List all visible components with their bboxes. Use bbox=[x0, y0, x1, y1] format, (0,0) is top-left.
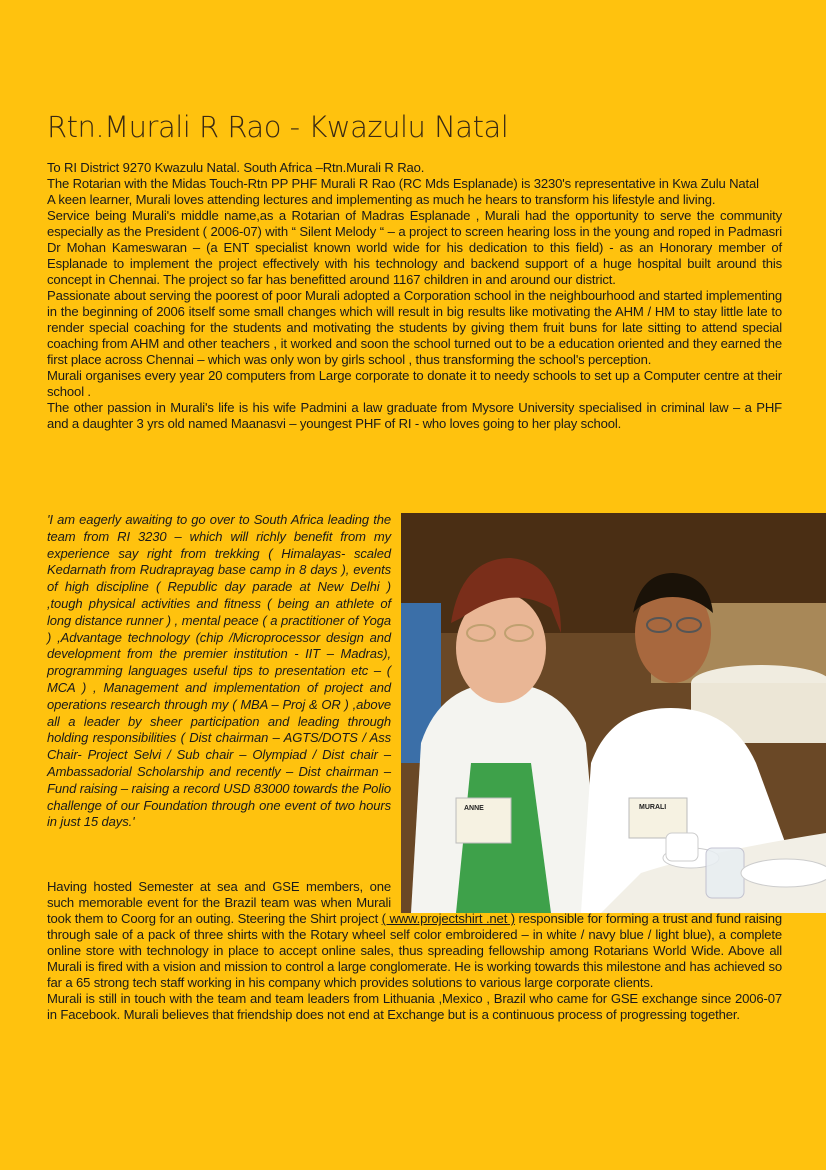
intro-paragraph: The other passion in Murali's life is his wife Padmini a law graduate from Mysore University specialised in criminal law – a PHF and a daughter 3 yrs old named Maanasvi – youngest PHF of RI - who loves going to her play school. bbox=[47, 400, 782, 431]
outro-paragraph bbox=[47, 879, 782, 991]
photo-illustration bbox=[401, 513, 826, 913]
quote-text: 'I am eagerly awaiting to go over to South Africa leading the team from RI 3230 – which will richly benefit from my experience say right from trekking ( Himalayas- scaled Kedarnath from Rudraprayag base camp in 8 days ), events of high discipline ( Republic day parade at New Delhi ) ,tough physical activities and fitness ( being an athlete of long distance runner ) , mental peace ( a practitioner of Yoga ) ,Advantage technology (chip /Microprocessor design and development from the premier institution - IIT – Madras), programming languages useful tips to presentation etc – ( MCA ) , Management and implementation of project and operations research through my ( MBA – Proj & OR ) ,above all a leader by sheer participation and leading through holding responsibilities ( Dist chairman – AGTS/DOTS / Ass Chair- Project Selvi / Sub chair – Olympiad / Dist chair – Ambassadorial Scholarship and recently – Dist chairman – Fund raising – raising a record USD 83000 towards the Polio challenge of our Foundation through one event of two hours in just 15 days.' bbox=[47, 512, 391, 830]
intro-paragraph: To RI District 9270 Kwazulu Natal. South Africa –Rtn.Murali R Rao. bbox=[47, 160, 425, 175]
badge-label-murali: MURALI bbox=[639, 804, 667, 811]
intro-paragraph: Service being Murali's middle name,as a Rotarian of Madras Esplanade , Murali had the opportunity to serve the community especially as the President ( 2006-07) with “ Silent Melody “ – a project to screen hearing loss in the young and roped in Padmasri Dr Mohan Kameswaran – (a ENT specialist known world wide for his dedication to this field) - as an Honorary member of Esplanade to implement the project effectively with his technology and backend support of a huge hospital built around this concept in Chennai. The project so far has benefitted around 1167 children in and around our district. bbox=[47, 208, 782, 287]
outro-text bbox=[47, 879, 782, 1023]
intro-paragraph: Passionate about serving the poorest of poor Murali adopted a Corporation school in the neighbourhood and started implementing in the beginning of 2006 itself some small changes which will result in big results like motivating the AHM / HM to stay little late to render special coaching for the students and motivating the students by giving them fruit buns for late sitting to attend special coaching from AHM and other teachers , it worked and soon the school turned out to be a education oriented and they earned the first place across Chennai – which was only won by girls school , thus transforming the school's perception. bbox=[47, 288, 782, 367]
outro-paragraph: Murali is still in touch with the team and team leaders from Lithuania ,Mexico , Brazil who came for GSE exchange since 2006-07 in Facebook. Murali believes that friendship does not end at Exchange but is a continuous process of progressing together. bbox=[47, 991, 782, 1022]
intro-text bbox=[47, 160, 782, 432]
outro-text-rest: responsible for forming a trust and fund raising through sale of a pack of three shirts with the Rotary wheel self color embroidered – in white / navy blue / light blue), a complete online store with technology in place to accept online sales, thus spreading fellowship among Rotarians World Wide. Above all Murali is fired with a vision and mission to control a large conglomerate. He is working towards this milestone and has achieved so far a 65 strong tech staff working in his company which provides solutions to various large corporate clients. bbox=[47, 911, 782, 990]
intro-paragraph: Murali organises every year 20 computers from Large corporate to donate it to needy schools to set up a Computer centre at their school . bbox=[47, 368, 782, 399]
badge-label-anne: ANNE bbox=[464, 805, 484, 812]
page-title: Rtn.Murali R Rao - Kwazulu Natal bbox=[47, 110, 509, 144]
intro-paragraph: A keen learner, Murali loves attending lectures and implementing as much he hears to transform his lifestyle and living. bbox=[47, 192, 716, 207]
projectshirt-link[interactable]: ( www.projectshirt .net ) bbox=[381, 911, 515, 926]
outro-text-start: Having hosted Semester at sea and GSE members, one such memorable event for the Brazil team was when Murali took them to Coorg for an outing. Steering the Shirt project bbox=[47, 879, 391, 926]
intro-paragraph: The Rotarian with the Midas Touch-Rtn PP PHF Murali R Rao (RC Mds Esplanade) is 3230's representative in Kwa Zulu Natal bbox=[47, 176, 759, 191]
event-photo bbox=[401, 513, 826, 913]
